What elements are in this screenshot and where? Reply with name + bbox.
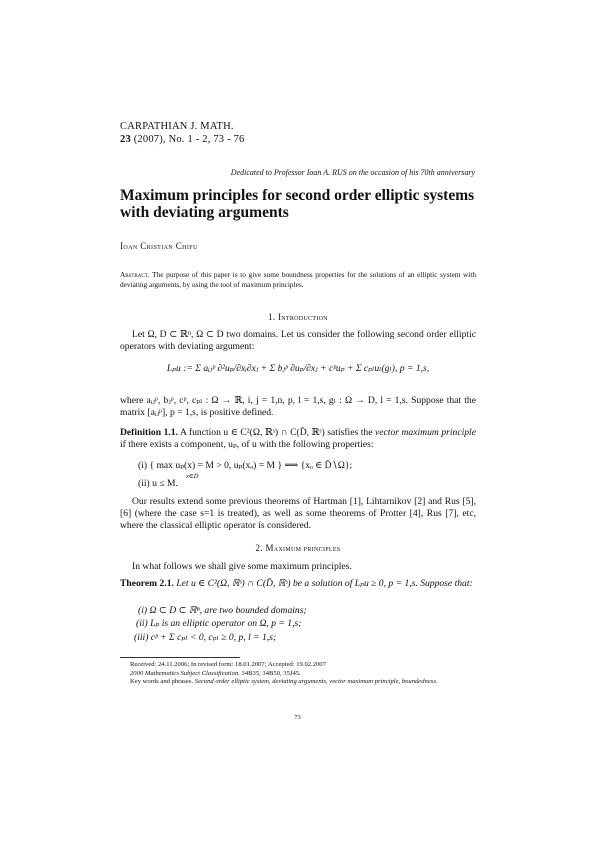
issue-line: (2007), No. 1 - 2, 73 - 76: [130, 134, 245, 145]
abstract: [120, 270, 476, 290]
msc-codes: 34B35, 34B50, 35J45.: [239, 669, 301, 677]
msc-classification: [120, 670, 476, 679]
theorem-2-1: [120, 578, 476, 590]
definition-item-i: [138, 460, 352, 473]
footnotes: [120, 661, 476, 687]
received-dates: Received: 24.11.2006; In revised form: 18.01.2007; Accepted: 19.02.2007: [130, 661, 326, 668]
section-heading-introduction: 1. Introduction: [268, 312, 328, 322]
results-paragraph: Our results extend some previous theorems of Hartman [1], Lihtarnikov [2] and Rus [5], [6] (where the case s=1 is treated), as well as some theorems of Protter [4], Rus [7], etc, where the classical elliptic operator is considered.: [120, 496, 476, 531]
definition-text: A function u ∈ C²(Ω, ℝˢ) ∩ C(D̄, ℝˢ) satisfies the: [177, 427, 375, 438]
where-paragraph: where aᵢⱼᵖ, bⱼᵖ, cᵖ, cₚₗ : Ω → ℝ, i, j = 1,n, p, l = 1,s, gₗ : Ω → D, l = 1,s. Suppose that the matrix [aᵢⱼᵖ], p = 1,s, is positive defined.: [120, 395, 476, 418]
issue-info: [120, 133, 245, 146]
dedication: Dedicated to Professor Ioan A. RUS on the occasion of his 70th anniversary: [230, 168, 475, 177]
condition-iii: (iii) cᵖ + Σ cₚₗ < 0, cₚₗ ≥ 0, p, l = 1,s;: [134, 632, 277, 643]
condition-ii: (ii) Lₚ is an elliptic operator on Ω, p = 1,s;: [136, 618, 302, 629]
section2-intro: In what follows we shall give some maximum principles.: [132, 561, 352, 572]
definition-item-ii: (ii) u ≤ M.: [138, 478, 178, 489]
max-subscript: x∈D̄: [186, 473, 199, 480]
paper-title: Maximum principles for second order elliptic systems with deviating arguments: [120, 187, 475, 221]
condition-i: (i) Ω ⊂ D ⊂ ℝⁿ, are two bounded domains;: [138, 605, 307, 616]
intro-paragraph: Let Ω, D ⊂ ℝⁿ, Ω ⊂ D two domains. Let us consider the following second order elliptic operators with deviating argument:: [120, 329, 476, 352]
definition-1-1: [120, 427, 476, 451]
page-number: 73: [294, 714, 301, 721]
journal-name: CARPATHIAN J. MATH.: [120, 121, 234, 132]
keywords-text: Second order elliptic system, deviating arguments, vector maximum principle, boundedness.: [193, 678, 438, 685]
section-heading-maximum-principles: 2. Maximum principles: [255, 543, 341, 553]
operator-equation: Lₚu := Σ aᵢⱼᵖ ∂²uₚ/∂xᵢ∂xⱼ + Σ bⱼᵖ ∂uₚ/∂xⱼ + cᵖuₚ + Σ cₚₗuₗ(gₗ), p = 1,s,: [166, 363, 430, 374]
definition-item-i-text: (i) { max uₚ(x) = M > 0, uₚ(xₒ) = M } ⟹ {xₒ ∈ D̄∖Ω};: [138, 460, 353, 471]
author-name: Ioan Cristian Chifu: [120, 241, 198, 251]
keywords: [120, 678, 476, 687]
msc-label: 2000 Mathematics Subject Classification.: [130, 669, 240, 677]
footnote-divider: [120, 657, 240, 658]
abstract-text: The purpose of this paper is to give some boundness properties for the solutions of an elliptic system with deviating arguments, by using the tool of maximum principles.: [120, 270, 476, 289]
theorem-text: Let u ∈ C²(Ω, ℝˢ) ∩ C(D̄, ℝˢ) be a solution of Lₚu ≥ 0, p = 1,s. Suppose that:: [173, 578, 473, 589]
abstract-lead: Abstract.: [120, 270, 150, 279]
definition-text-2: if there exists a component, uₚ, of u with the following properties:: [120, 439, 374, 450]
theorem-label: Theorem 2.1.: [120, 578, 174, 589]
definition-term: vector maximum principle: [375, 427, 476, 438]
volume-number: 23: [120, 134, 131, 145]
keywords-label: Key words and phrases.: [130, 678, 193, 685]
definition-label: Definition 1.1.: [120, 427, 178, 438]
journal-header: [120, 120, 245, 146]
